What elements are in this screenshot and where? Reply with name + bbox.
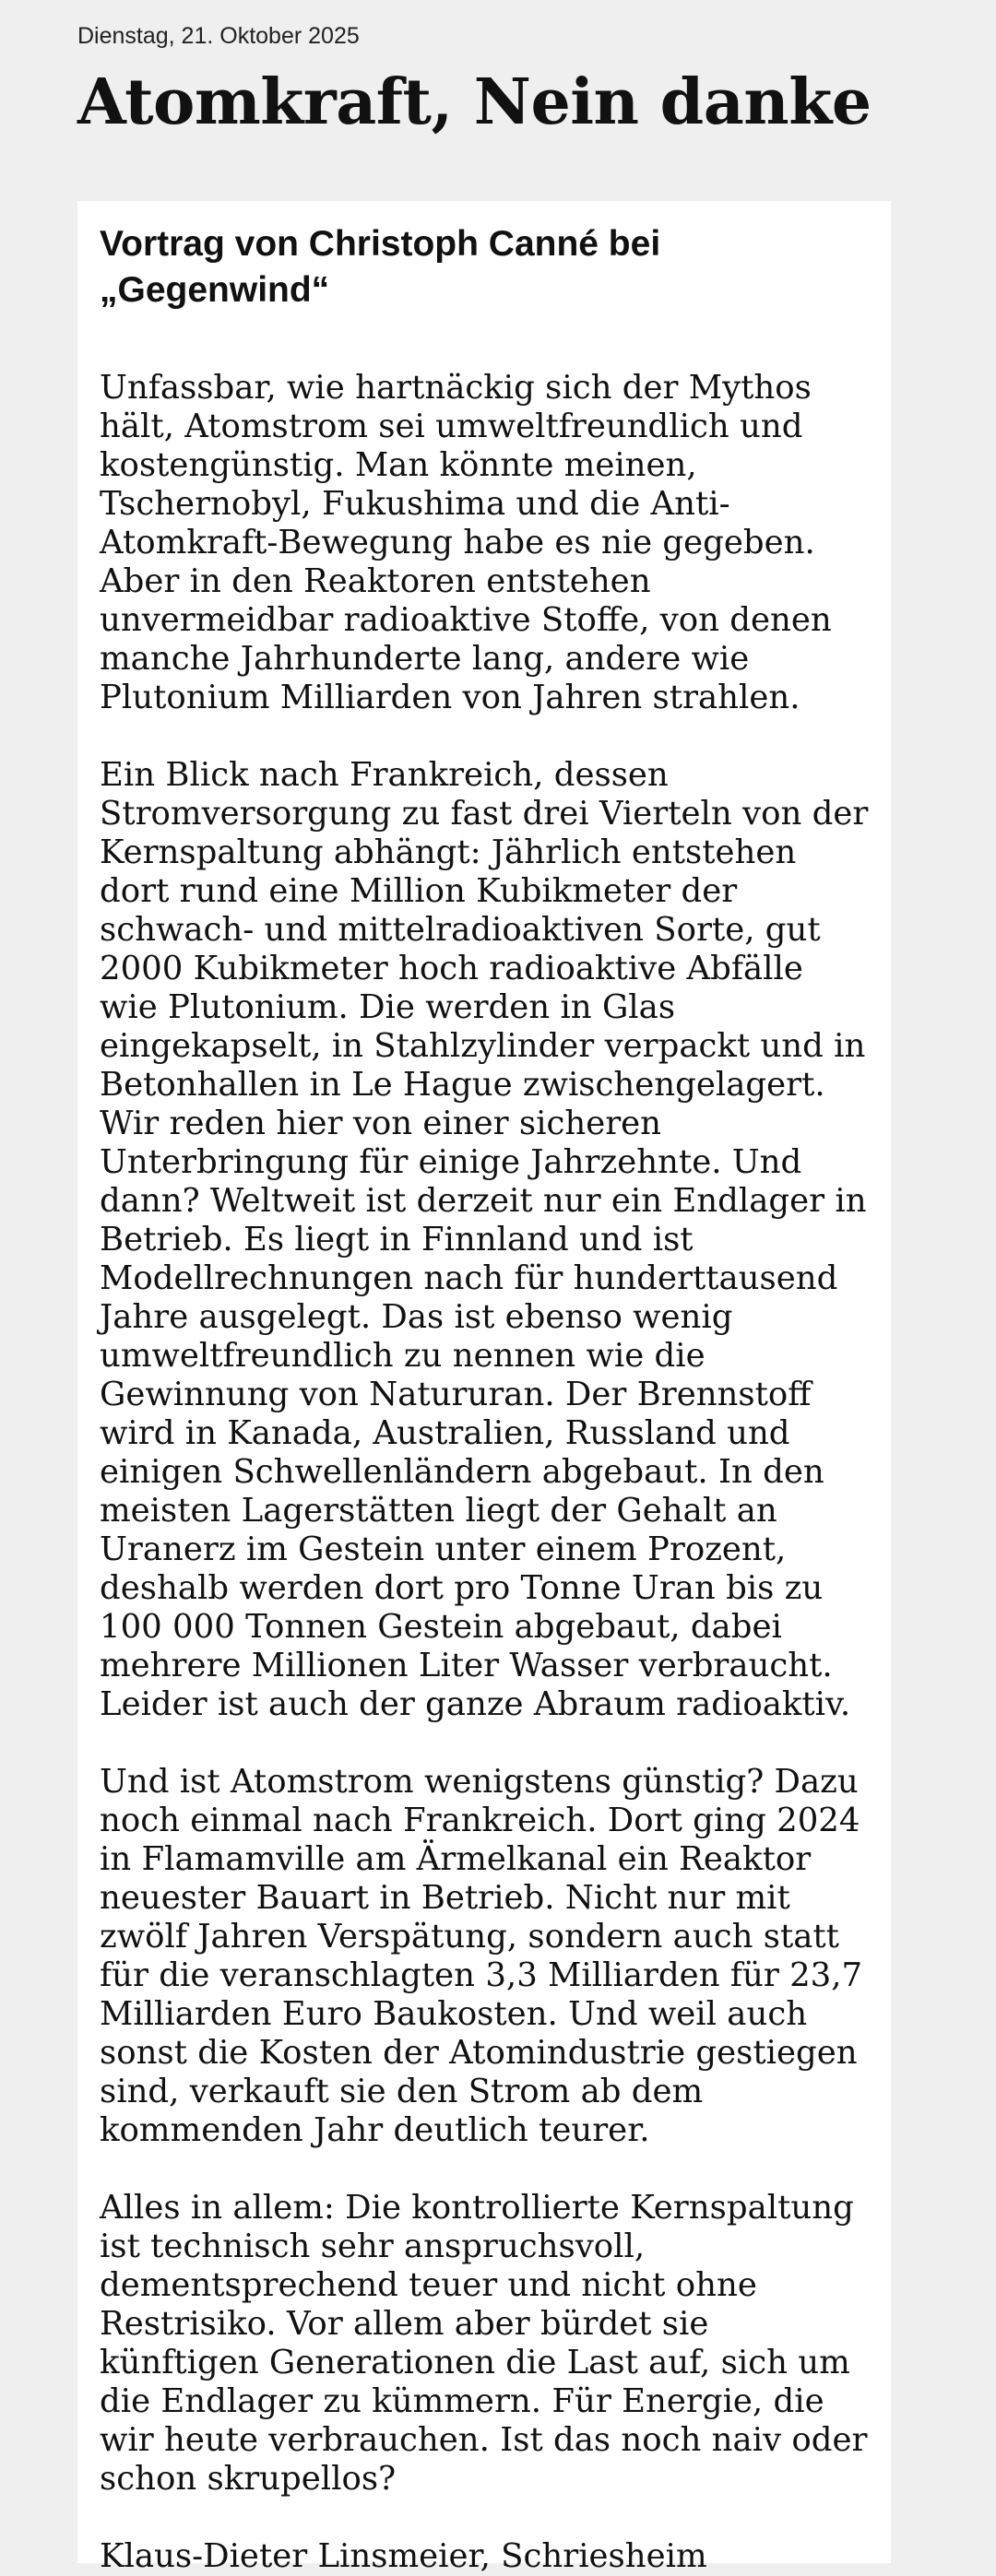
article-page <box>77 0 891 2575</box>
article-subtitle: Vortrag von Christoph Canné bei „Gegenwind“ <box>100 224 661 310</box>
publish-date: Dienstag, 21. Oktober 2025 <box>77 23 360 49</box>
body-paragraph: Unfassbar, wie hartnäckig sich der Mythos hält, Atomstrom sei umweltfreundlich und kostengünstig. Man könnte meinen, Tschernobyl, Fukushima und die Anti-Atomkraft-Bewegung habe es nie gegeben. Aber in den Reaktoren entstehen unvermeidbar radioaktive Stoffe, von denen manche Jahrhunderte lang, andere wie Plutonium Milliarden von Jahren strahlen. <box>100 369 832 716</box>
article-body <box>100 369 869 2576</box>
author-signature: Klaus-Dieter Linsmeier, Schriesheim <box>100 2537 707 2575</box>
letter-card <box>77 201 891 2575</box>
body-paragraph: Alles in allem: Die kontrollierte Kernspaltung ist technisch sehr anspruchsvoll, dementsprechend teuer und nicht ohne Restrisiko. Vor allem aber bürdet sie künftigen Generationen die Last auf, sich um die Endlager zu kümmern. Für Energie, die wir heute verbrauchen. Ist das noch naiv oder schon skrupellos? <box>100 2189 868 2498</box>
body-paragraph: Und ist Atomstrom wenigstens günstig? Dazu noch einmal nach Frankreich. Dort ging 2024 in Flamamville am Ärmelkanal ein Reaktor neuester Bauart in Betrieb. Nicht nur mit zwölf Jahren Verspätung, sondern auch statt für die veranschlagten 3,3 Milliarden für 23,7 Milliarden Euro Baukosten. Und weil auch sonst die Kosten der Atomindustrie gestiegen sind, verkauft sie den Strom ab dem kommenden Jahr deutlich teurer. <box>100 1763 863 2149</box>
body-paragraph: Ein Blick nach Frankreich, dessen Stromversorgung zu fast drei Vierteln von der Kernspaltung abhängt: Jährlich entstehen dort rund eine Million Kubikmeter der schwach- und mittelradioaktiven Sorte, gut 2000 Kubikmeter hoch radioaktive Abfälle wie Plutonium. Die werden in Glas eingekapselt, in Stahlzylinder verpackt und in Betonhallen in Le Hague zwischengelagert. Wir reden hier von einer sicheren Unterbringung für einige Jahrzehnte. Und dann? Weltweit ist derzeit nur ein Endlager in Betrieb. Es liegt in Finnland und ist Modellrechnungen nach für hunderttausend Jahre ausgelegt. Das ist ebenso wenig umweltfreundlich zu nennen wie die Gewinnung von Natururan. Der Brennstoff wird in Kanada, Australien, Russland und einigen Schwellenländern abgebaut. In den meisten Lagerstätten liegt der Gehalt an Uranerz im Gestein unter einem Prozent, deshalb werden dort pro Tonne Uran bis zu 100 000 Tonnen Gestein abgebaut, dabei mehrere Millionen Liter Wasser verbraucht. Leider ist auch der ganze Abraum radioaktiv. <box>100 756 869 1723</box>
page-title: Atomkraft, Nein danke <box>77 65 872 139</box>
